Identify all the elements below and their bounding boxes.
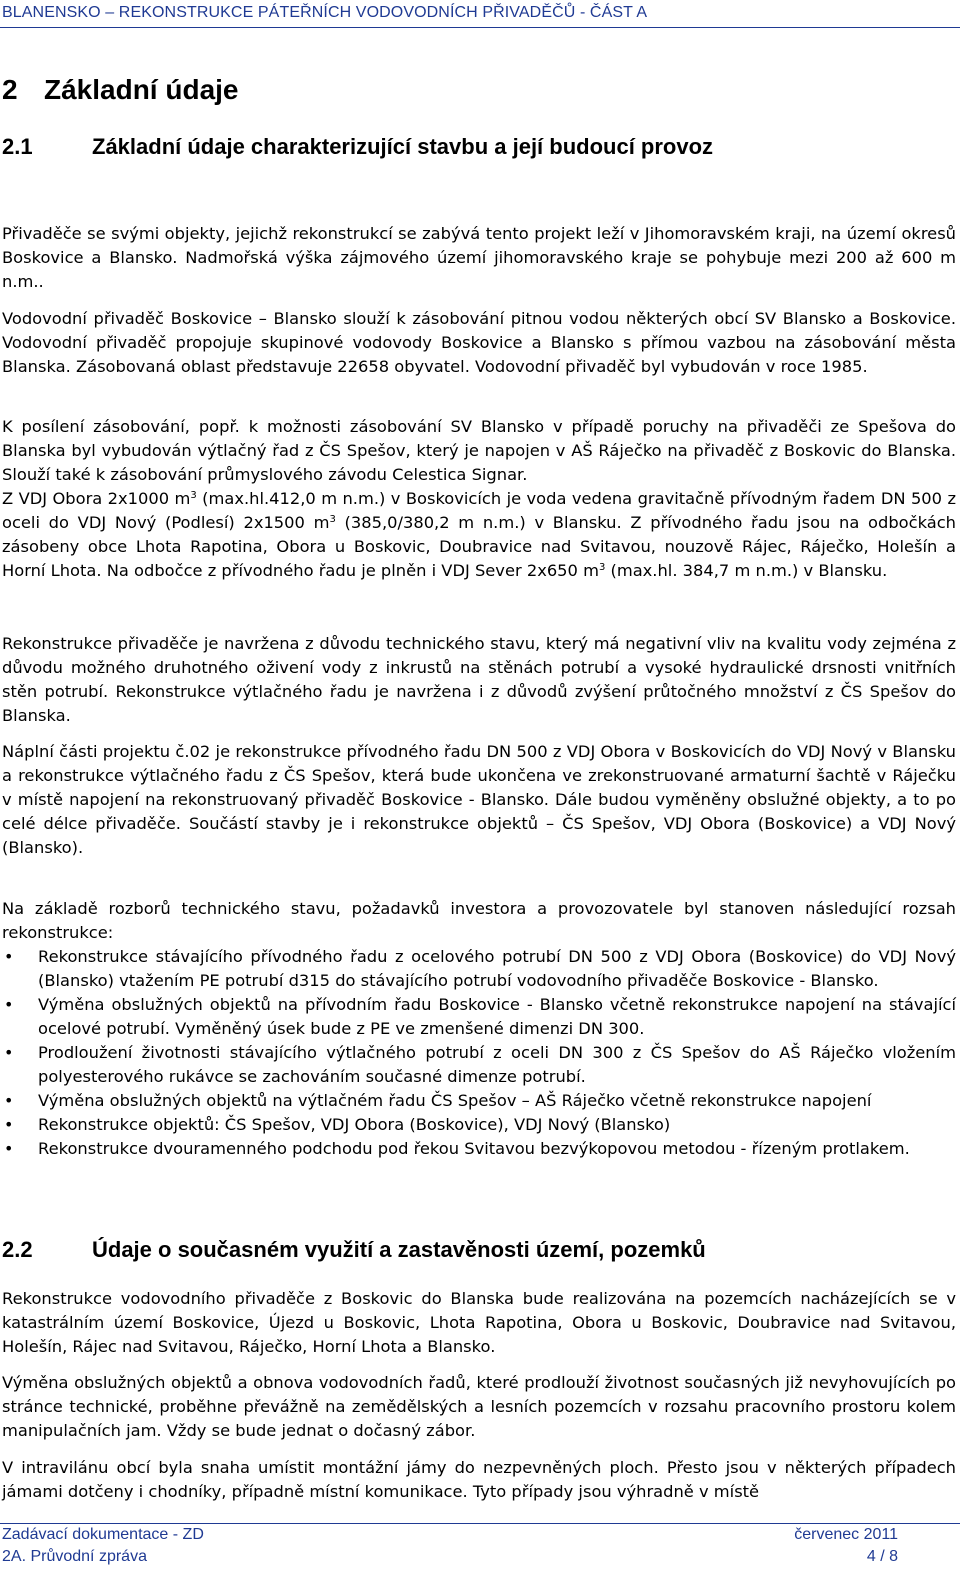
running-header: BLANENSKO – REKONSTRUKCE PÁTEŘNÍCH VODOVODNÍCH PŘIVADĚČŮ - ČÁST A: [2, 4, 648, 21]
superscript: 3: [329, 514, 336, 525]
header-rule: [0, 27, 960, 28]
list-item: [2, 1089, 956, 1113]
section-heading-2-2: [2, 1237, 706, 1263]
footer-doc-label: Zadávací dokumentace - ZD: [2, 1526, 204, 1543]
text-run: (max.hl. 384,7 m n.m.) v Blansku.: [605, 561, 888, 580]
chapter-number: 2: [2, 74, 18, 105]
superscript: 3: [598, 562, 606, 573]
footer-rule: [0, 1523, 960, 1524]
text-run: Z VDJ Obora 2x1000 m: [2, 489, 191, 508]
bullet-list: [2, 945, 956, 1161]
superscript: 3: [190, 490, 197, 501]
footer-date: červenec 2011: [794, 1526, 898, 1543]
chapter-heading: [2, 74, 239, 106]
list-item: [2, 1113, 956, 1137]
paragraph: [2, 897, 956, 945]
bullet-icon: •: [4, 1139, 14, 1158]
paragraph-text: Na základě rozborů technického stavu, požadavků investora a provozovatele byl stanoven následující rozsah rekonstrukce:: [2, 899, 956, 942]
footer-part-label: 2A. Průvodní zpráva: [2, 1548, 147, 1565]
bullet-icon: •: [4, 1043, 14, 1062]
list-item: [2, 993, 956, 1041]
list-item: [2, 1137, 956, 1161]
bullet-icon: •: [4, 1115, 14, 1134]
list-item: [2, 1041, 956, 1089]
chapter-title: Základní údaje: [44, 74, 239, 105]
bullet-icon: •: [4, 947, 14, 966]
section-number: 2.2: [2, 1237, 33, 1262]
paragraph: [2, 487, 956, 583]
paragraph-text: Vodovodní přivaděč Boskovice – Blansko slouží k zásobování pitnou vodou některých obcí SV Blansko a Boskovice. Vodovodní přivaděč propojuje skupinové vodovody Boskovice a Blansko s přímou vazbou na zásobování města Blanska. Zásobovaná oblast představuje 22658 obyvatel. Vodovodní přivaděč byl vybudován v roce 1985.: [2, 309, 956, 376]
list-item-text: Výměna obslužných objektů na výtlačném řadu ČS Spešov – AŠ Ráječko včetně rekonstrukce napojení: [38, 1091, 872, 1110]
section-number: 2.1: [2, 134, 33, 159]
paragraph: [2, 632, 956, 728]
paragraph-text: Výměna obslužných objektů a obnova vodovodních řadů, které prodlouží životnost současných již nevyhovujících po stránce technické, proběhne převážně na zemědělských a lesních pozemcích v rozsahu pracovního prostoru kolem manipulačních jam. Vždy se bude jednat o dočasný zábor.: [2, 1373, 956, 1440]
paragraph: [2, 1371, 956, 1443]
paragraph: [2, 415, 956, 487]
paragraph-text: K posílení zásobování, popř. k možnosti zásobování SV Blansko v případě poruchy na přivaděči ze Spešova do Blanska byl vybudován výtlačný řad z ČS Spešov, který je napojen v AŠ Ráječko na přivaděč z Boskovic do Blanska. Slouží také k zásobování průmyslového závodu Celestica Signar.: [2, 417, 956, 484]
paragraph: [2, 1287, 956, 1359]
list-item: [2, 945, 956, 993]
paragraph-text: Náplní části projektu č.02 je rekonstrukce přívodného řadu DN 500 z VDJ Obora v Boskovicích do VDJ Nový v Blansku a rekonstrukce výtlačného řadu z ČS Spešov, která bude ukončena ve zrekonstruované armaturní šachtě v Ráječku v místě napojení na rekonstruovaný přivaděč Boskovice - Blansko. Dále budou vyměněny obslužné objekty, a to po celé délce přivaděče. Součástí stavby je i rekonstrukce objektů – ČS Spešov, VDJ Obora (Boskovice) a VDJ Nový (Blansko).: [2, 742, 956, 857]
paragraph: [2, 222, 956, 294]
paragraph: [2, 307, 956, 379]
paragraph-text: V intravilánu obcí byla snaha umístit montážní jámy do nezpevněných ploch. Přesto jsou v některých případech jámami dotčeny i chodníky, případně místní komunikace. Tyto případy jsou výhradně v místě: [2, 1458, 956, 1501]
list-item-text: Prodloužení životnosti stávajícího výtlačného potrubí z oceli DN 300 z ČS Spešov do AŠ Ráječko vložením polyesterového rukávce se zachováním současné dimenze potrubí.: [38, 1043, 956, 1086]
paragraph: [2, 1456, 956, 1504]
bullet-icon: •: [4, 1091, 14, 1110]
text-run: (385,0/380,2 m n.m.) v Blansku. Z přívodného řadu jsou na odbočkách zásobeny obce Lhota Rapotina, Obora u Boskovic, Doubravice nad Svitavou, nouzově Rájec, Ráječko, Holešín a Horní Lhota. Na odbočce z přívodného řadu je plněn i VDJ Sever 2x650 m: [2, 513, 956, 580]
paragraph-text: Přivaděče se svými objekty, jejichž rekonstrukcí se zabývá tento projekt leží v Jihomoravském kraji, na území okresů Boskovice a Blansko. Nadmořská výška zájmového území jihomoravského kraje se pohybuje mezi 200 až 600 m n.m..: [2, 224, 956, 291]
paragraph-text: Rekonstrukce přivaděče je navržena z důvodu technického stavu, který má negativní vliv na kvalitu vody zejména z důvodu možného druhotného oživení vody z inkrustů na stěnách potrubí a vysoké hydraulické drsnosti vnitřních stěn potrubí. Rekonstrukce výtlačného řadu je navržena i z důvodů zvýšení průtočného množství z ČS Spešov do Blanska.: [2, 634, 956, 725]
paragraph-text: Rekonstrukce vodovodního přivaděče z Boskovic do Blanska bude realizována na pozemcích nacházejících se v katastrálním území Boskovice, Újezd u Boskovic, Lhota Rapotina, Obora u Boskovic, Doubravice nad Svitavou, Holešín, Rájec nad Svitavou, Ráječko, Horní Lhota a Blansko.: [2, 1289, 956, 1356]
text-run: (max.hl.412,0 m n.m.) v Boskovicích je voda vedena gravitačně přívodným řadem DN 500 z oceli do VDJ Nový (Podlesí) 2x1500 m: [2, 489, 956, 532]
section-title: Údaje o současném využití a zastavěnosti území, pozemků: [92, 1237, 706, 1262]
paragraph-text: [2, 487, 956, 583]
list-item-text: Rekonstrukce dvouramenného podchodu pod řekou Svitavou bezvýkopovou metodou - řízeným protlakem.: [38, 1139, 910, 1158]
section-title: Základní údaje charakterizující stavbu a její budoucí provoz: [92, 134, 714, 159]
list-item-text: Rekonstrukce objektů: ČS Spešov, VDJ Obora (Boskovice), VDJ Nový (Blansko): [38, 1115, 671, 1134]
page-number: 4 / 8: [866, 1548, 898, 1565]
section-heading-2-1: [2, 134, 713, 160]
bullet-icon: •: [4, 995, 14, 1014]
list-item-text: Výměna obslužných objektů na přívodním řadu Boskovice - Blansko včetně rekonstrukce napojení na stávající ocelové potrubí. Vyměněný úsek bude z PE ve zmenšené dimenzi DN 300.: [38, 995, 956, 1038]
list-item-text: Rekonstrukce stávajícího přívodného řadu z ocelového potrubí DN 500 z VDJ Obora (Boskovice) do VDJ Nový (Blansko) vtažením PE potrubí d315 do stávajícího potrubí vodovodního přivaděče Boskovice - Blansko.: [38, 947, 956, 990]
paragraph: [2, 740, 956, 860]
